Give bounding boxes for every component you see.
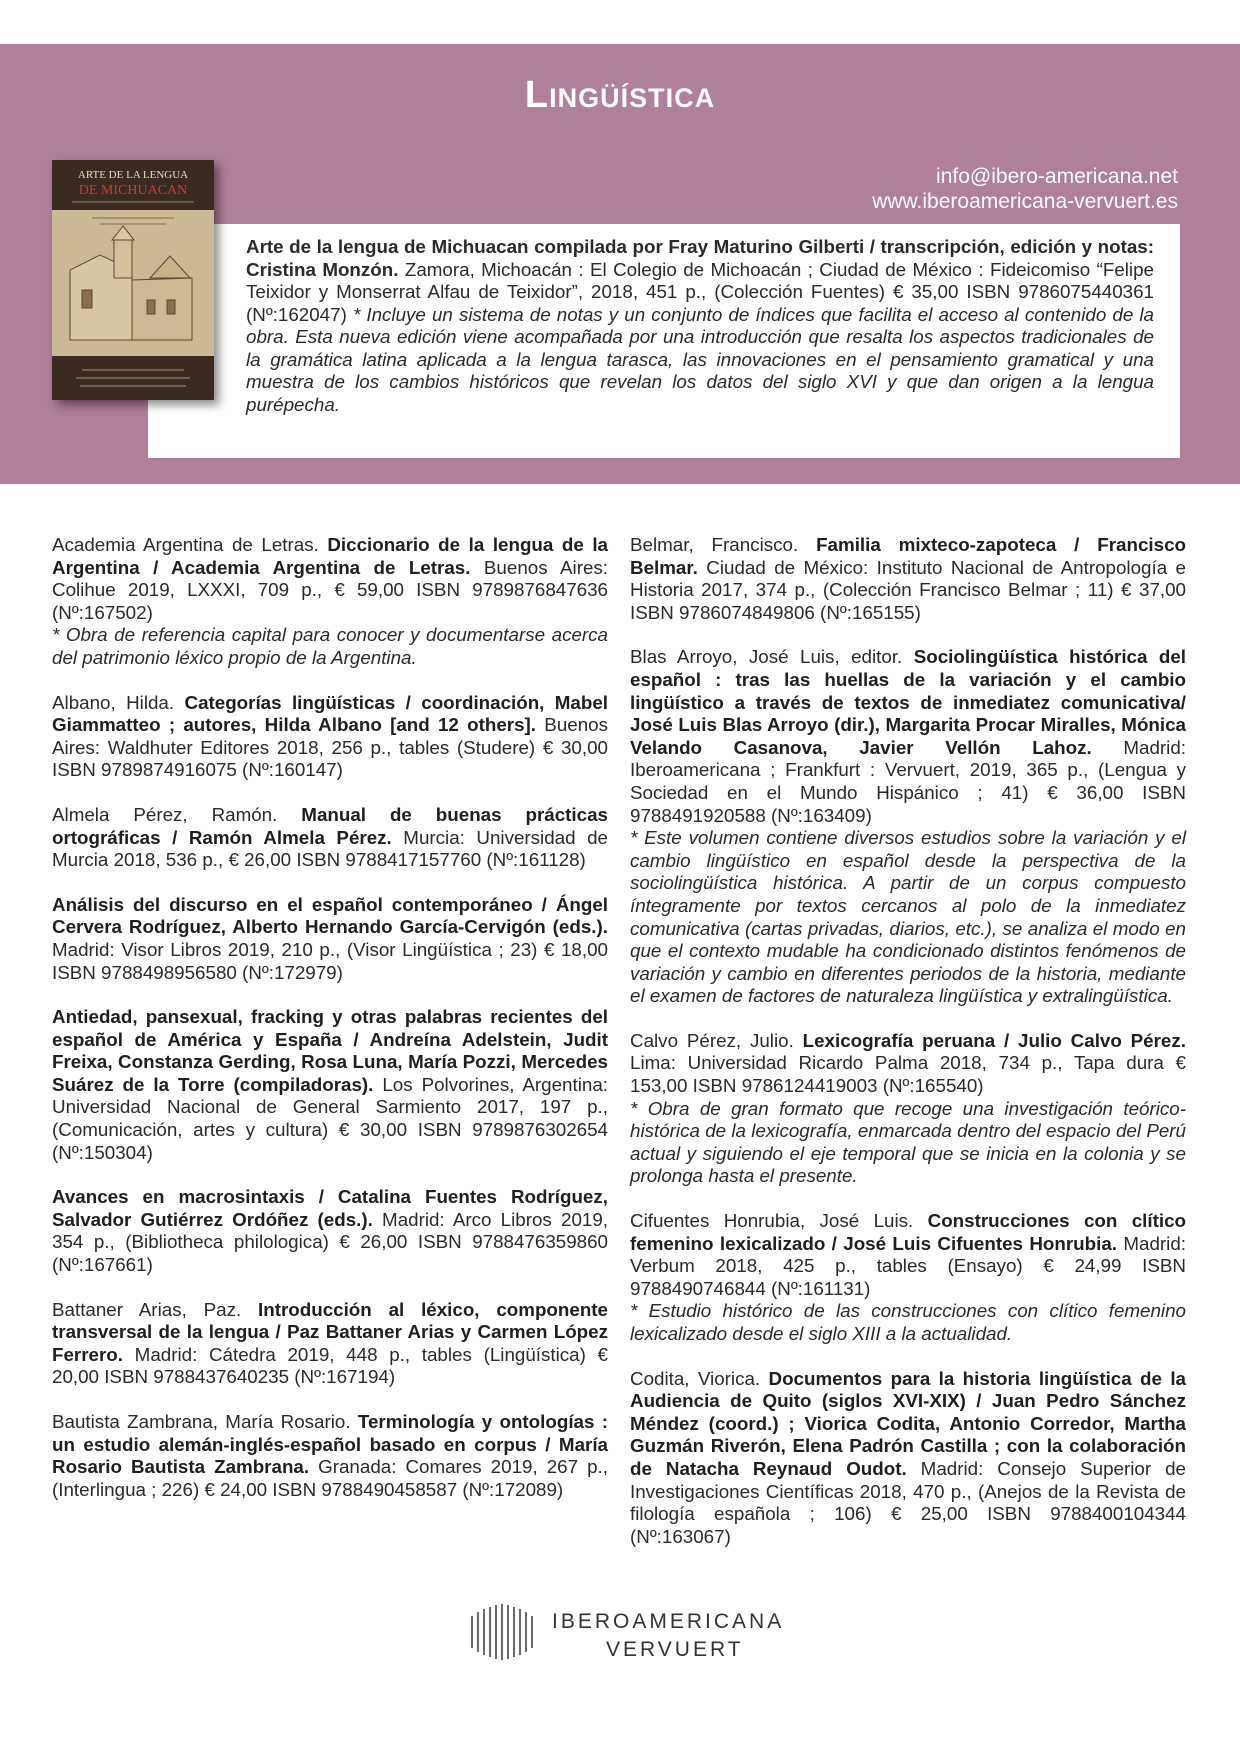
catalog-entry — [52, 804, 608, 872]
catalog-entry — [52, 534, 608, 670]
entry-author: Bautista Zambrana, María Rosario. — [52, 1411, 358, 1432]
logo-text-line1: IBEROAMERICANA — [552, 1610, 785, 1633]
entry-author: Codita, Viorica. — [630, 1367, 769, 1389]
cover-title-line2: DE MICHUACAN — [78, 183, 188, 198]
entry-details: Granada: Comares 2019, 267 p., (Interlingua ; 226) € 24,00 ISBN 9788490458587 (Nº:172089) — [52, 1456, 608, 1500]
entry-title: Sociolingüística histórica del español : tras las huellas de la variación y el cambio lingüístico a través de textos de inmediatez comunicativa/ José Luis Blas Arroyo (dir.), Margarita Procar Miralles, Mónica Velando Casanova, Javier Vellón Lahoz. — [630, 646, 1186, 758]
logo-text-line2: VERVUERT — [606, 1638, 744, 1661]
right-column — [630, 534, 1186, 1570]
email-link[interactable]: info@ibero-americana.net — [936, 165, 1178, 188]
entry-details: Madrid: Iberoamericana ; Frankfurt : Vervuert, 2019, 365 p., (Lengua y Sociedad en el Mundo Hispánico ; 41) € 36,00 ISBN 9788491920588 (Nº:163409) — [630, 736, 1187, 826]
featured-note: * Incluye un sistema de notas y un conjunto de índices que facilita el acceso al contenido de la obra. Esta nueva edición viene acompañada por una introducción que resalta los aspectos tradicionales de la gramática latina aplicada a la lengua tarasca, las innovaciones en el pensamiento gramatical y una muestra de los cambios históricos que revelan los datos del siglo XVI y que dan origen a la lengua purépecha. — [246, 303, 1155, 415]
entry-title: Antiedad, pansexual, fracking y otras palabras recientes del español de América y España / Andreína Adelstein, Judit Freixa, Constanza Gerding, Rosa Luna, María Pozzi, Mercedes Suárez de la Torre (compiladoras). — [52, 1006, 608, 1095]
entry-details: Lima: Universidad Ricardo Palma 2018, 734 p., Tapa dura € 153,00 ISBN 9786124419003 (Nº:165540) — [630, 1052, 1186, 1097]
entry-title: Lexicografía peruana / Julio Calvo Pérez. — [802, 1029, 1186, 1051]
entry-details: Murcia: Universidad de Murcia 2018, 536 p., € 26,00 ISBN 9788417157760 (Nº:161128) — [52, 826, 608, 871]
entry-author: Belmar, Francisco. — [630, 534, 817, 555]
catalog-entry — [630, 1210, 1186, 1346]
entry-note: * Obra de referencia capital para conocer y documentarse acerca del patrimonio léxico propio de la Argentina. — [52, 624, 608, 668]
cover-title-line1: ARTE DE LA LENGUA — [77, 169, 189, 181]
entry-author: Academia Argentina de Letras. — [52, 534, 328, 555]
catalog-entry — [630, 646, 1186, 1008]
entry-author: Albano, Hilda. — [52, 691, 185, 713]
entry-note: * Estudio histórico de las construcciones con clítico femenino lexicalizado desde el siglo XIII a la actualidad. — [630, 1300, 1186, 1344]
catalog-entry — [52, 1411, 608, 1501]
entry-author: Calvo Pérez, Julio. — [630, 1029, 803, 1051]
entry-title: Introducción al léxico, componente transversal de la lengua / Paz Battaner Arias y Carmen López Ferrero. — [52, 1298, 608, 1365]
entry-title: Análisis del discurso en el español contemporáneo / Ángel Cervera Rodríguez, Alberto Hernando García-Cervigón (eds.). — [52, 893, 608, 938]
entry-note: * Obra de gran formato que recoge una investigación teórico-histórica de la lexicografía, enmarcada dentro del espacio del Perú actual y siguiendo el eje temporal que se inicia en la colonia y se prolonga hasta el presente. — [630, 1097, 1186, 1187]
entry-details: Madrid: Arco Libros 2019, 354 p., (Bibliotheca philologica) € 26,00 ISBN 9788476359860 (Nº:167661) — [52, 1208, 609, 1276]
entry-title: Categorías lingüísticas / coordinación, Mabel Giammatteo ; autores, Hilda Albano [and 12 others]. — [52, 691, 609, 736]
page-title: Lingüística — [524, 74, 716, 116]
entry-details: Buenos Aires: Colihue 2019, LXXXI, 709 p., € 59,00 ISBN 9789876847636 (Nº:167502) — [52, 556, 608, 623]
entry-title: Familia mixteco-zapoteca / Francisco Belmar. — [630, 534, 1187, 578]
left-column — [52, 534, 608, 1523]
catalog-entry — [52, 894, 608, 984]
entry-note: * Este volumen contiene diversos estudios sobre la variación y el cambio lingüístico en español desde la perspectiva de la sociolingüística histórica. A partir de un corpus compuesto íntegramente por textos cercanos al polo de la inmediatez comunicativa (cartas privadas, diarios, etc.), se analiza el modo en que el contexto mudable ha condicionado distintos fenómenos de variación y cambio en diferentes periodos de la historia, mediante el examen de factores de naturaleza lingüística y extralingüística. — [630, 827, 1186, 1007]
website-link[interactable]: www.iberoamericana-vervuert.es — [872, 190, 1178, 213]
featured-entry-box — [148, 224, 1180, 458]
contact-info — [872, 164, 1178, 214]
entry-author: Almela Pérez, Ramón. — [52, 803, 302, 825]
featured-title: Arte de la lengua de Michuacan compilada por Fray Maturino Gilberti / transcripción, edición y notas: Cristina Monzón. — [246, 236, 1154, 280]
entry-author: Battaner Arias, Paz. — [52, 1298, 259, 1320]
publisher-logo — [468, 1602, 788, 1664]
catalog-entry — [630, 534, 1186, 624]
entry-details: Buenos Aires: Waldhuter Editores 2018, 256 p., tables (Studere) € 30,00 ISBN 9789874916075 (Nº:160147) — [52, 714, 609, 781]
book-cover-image — [52, 160, 214, 400]
featured-entry — [246, 236, 1154, 416]
catalog-entry — [630, 1030, 1186, 1188]
entry-title: Documentos para la historia lingüística de la Audiencia de Quito (siglos XVI-XIX) / Juan Pedro Sánchez Méndez (coord.) ; Viorica Codita, Antonio Corredor, Martha Guzmán Riverón, Elena Padrón Castilla ; con la colaboración de Natacha Reynaud Oudot. — [630, 1367, 1186, 1479]
catalog-entry — [52, 1299, 608, 1389]
catalog-entry — [630, 1368, 1186, 1549]
entry-title: Terminología y ontologías : un estudio alemán-inglés-español basado en corpus / María Rosario Bautista Zambrana. — [52, 1411, 608, 1478]
entry-details: Madrid: Cátedra 2019, 448 p., tables (Lingüística) € 20,00 ISBN 9788437640235 (Nº:167194) — [52, 1343, 608, 1388]
featured-details: Zamora, Michoacán : El Colegio de Michoacán ; Ciudad de México : Fideicomiso “Felipe Teixidor y Monserrat Alfau de Teixidor”, 2018, 451 p., (Colección Fuentes) € 35,00 ISBN 9786075440361 (Nº:162047) — [246, 258, 1154, 325]
entry-details: Los Polvorines, Argentina: Universidad Nacional de General Sarmiento 2017, 197 p., (Comunicación, artes y cultura) € 30,00 ISBN 9789876302654 (Nº:150304) — [52, 1073, 609, 1163]
catalog-entry — [52, 1006, 608, 1164]
entry-details: Ciudad de México: Instituto Nacional de Antropología e Historia 2017, 374 p., (Colección Francisco Belmar ; 11) € 37,00 ISBN 9786074849806 (Nº:165155) — [630, 556, 1186, 623]
entry-title: Manual de buenas prácticas ortográficas / Ramón Almela Pérez. — [52, 803, 608, 848]
publisher-logo-icon — [468, 1602, 540, 1662]
entry-title: Construcciones con clítico femenino lexicalizado / José Luis Cifuentes Honrubia. — [630, 1210, 1186, 1254]
entry-details: Madrid: Visor Libros 2019, 210 p., (Visor Lingüística ; 23) € 18,00 ISBN 9788498956580 (Nº:172979) — [52, 938, 608, 983]
entry-author: Blas Arroyo, José Luis, editor. — [630, 646, 914, 668]
entry-details: Madrid: Consejo Superior de Investigaciones Científicas 2018, 470 p., (Anejos de la Revista de filología española ; 106) € 25,00 ISBN 9788400104344 (Nº:163067) — [630, 1457, 1186, 1547]
catalog-entry — [52, 692, 608, 782]
catalog-entry — [52, 1186, 608, 1276]
entry-author: Cifuentes Honrubia, José Luis. — [630, 1210, 928, 1232]
entry-title: Diccionario de la lengua de la Argentina / Academia Argentina de Letras. — [52, 534, 608, 578]
entry-title: Avances en macrosintaxis / Catalina Fuentes Rodríguez, Salvador Gutiérrez Ordóñez (eds.). — [52, 1186, 608, 1230]
entry-details: Madrid: Verbum 2018, 425 p., tables (Ensayo) € 24,99 ISBN 9788490746844 (Nº:161131) — [630, 1232, 1186, 1299]
